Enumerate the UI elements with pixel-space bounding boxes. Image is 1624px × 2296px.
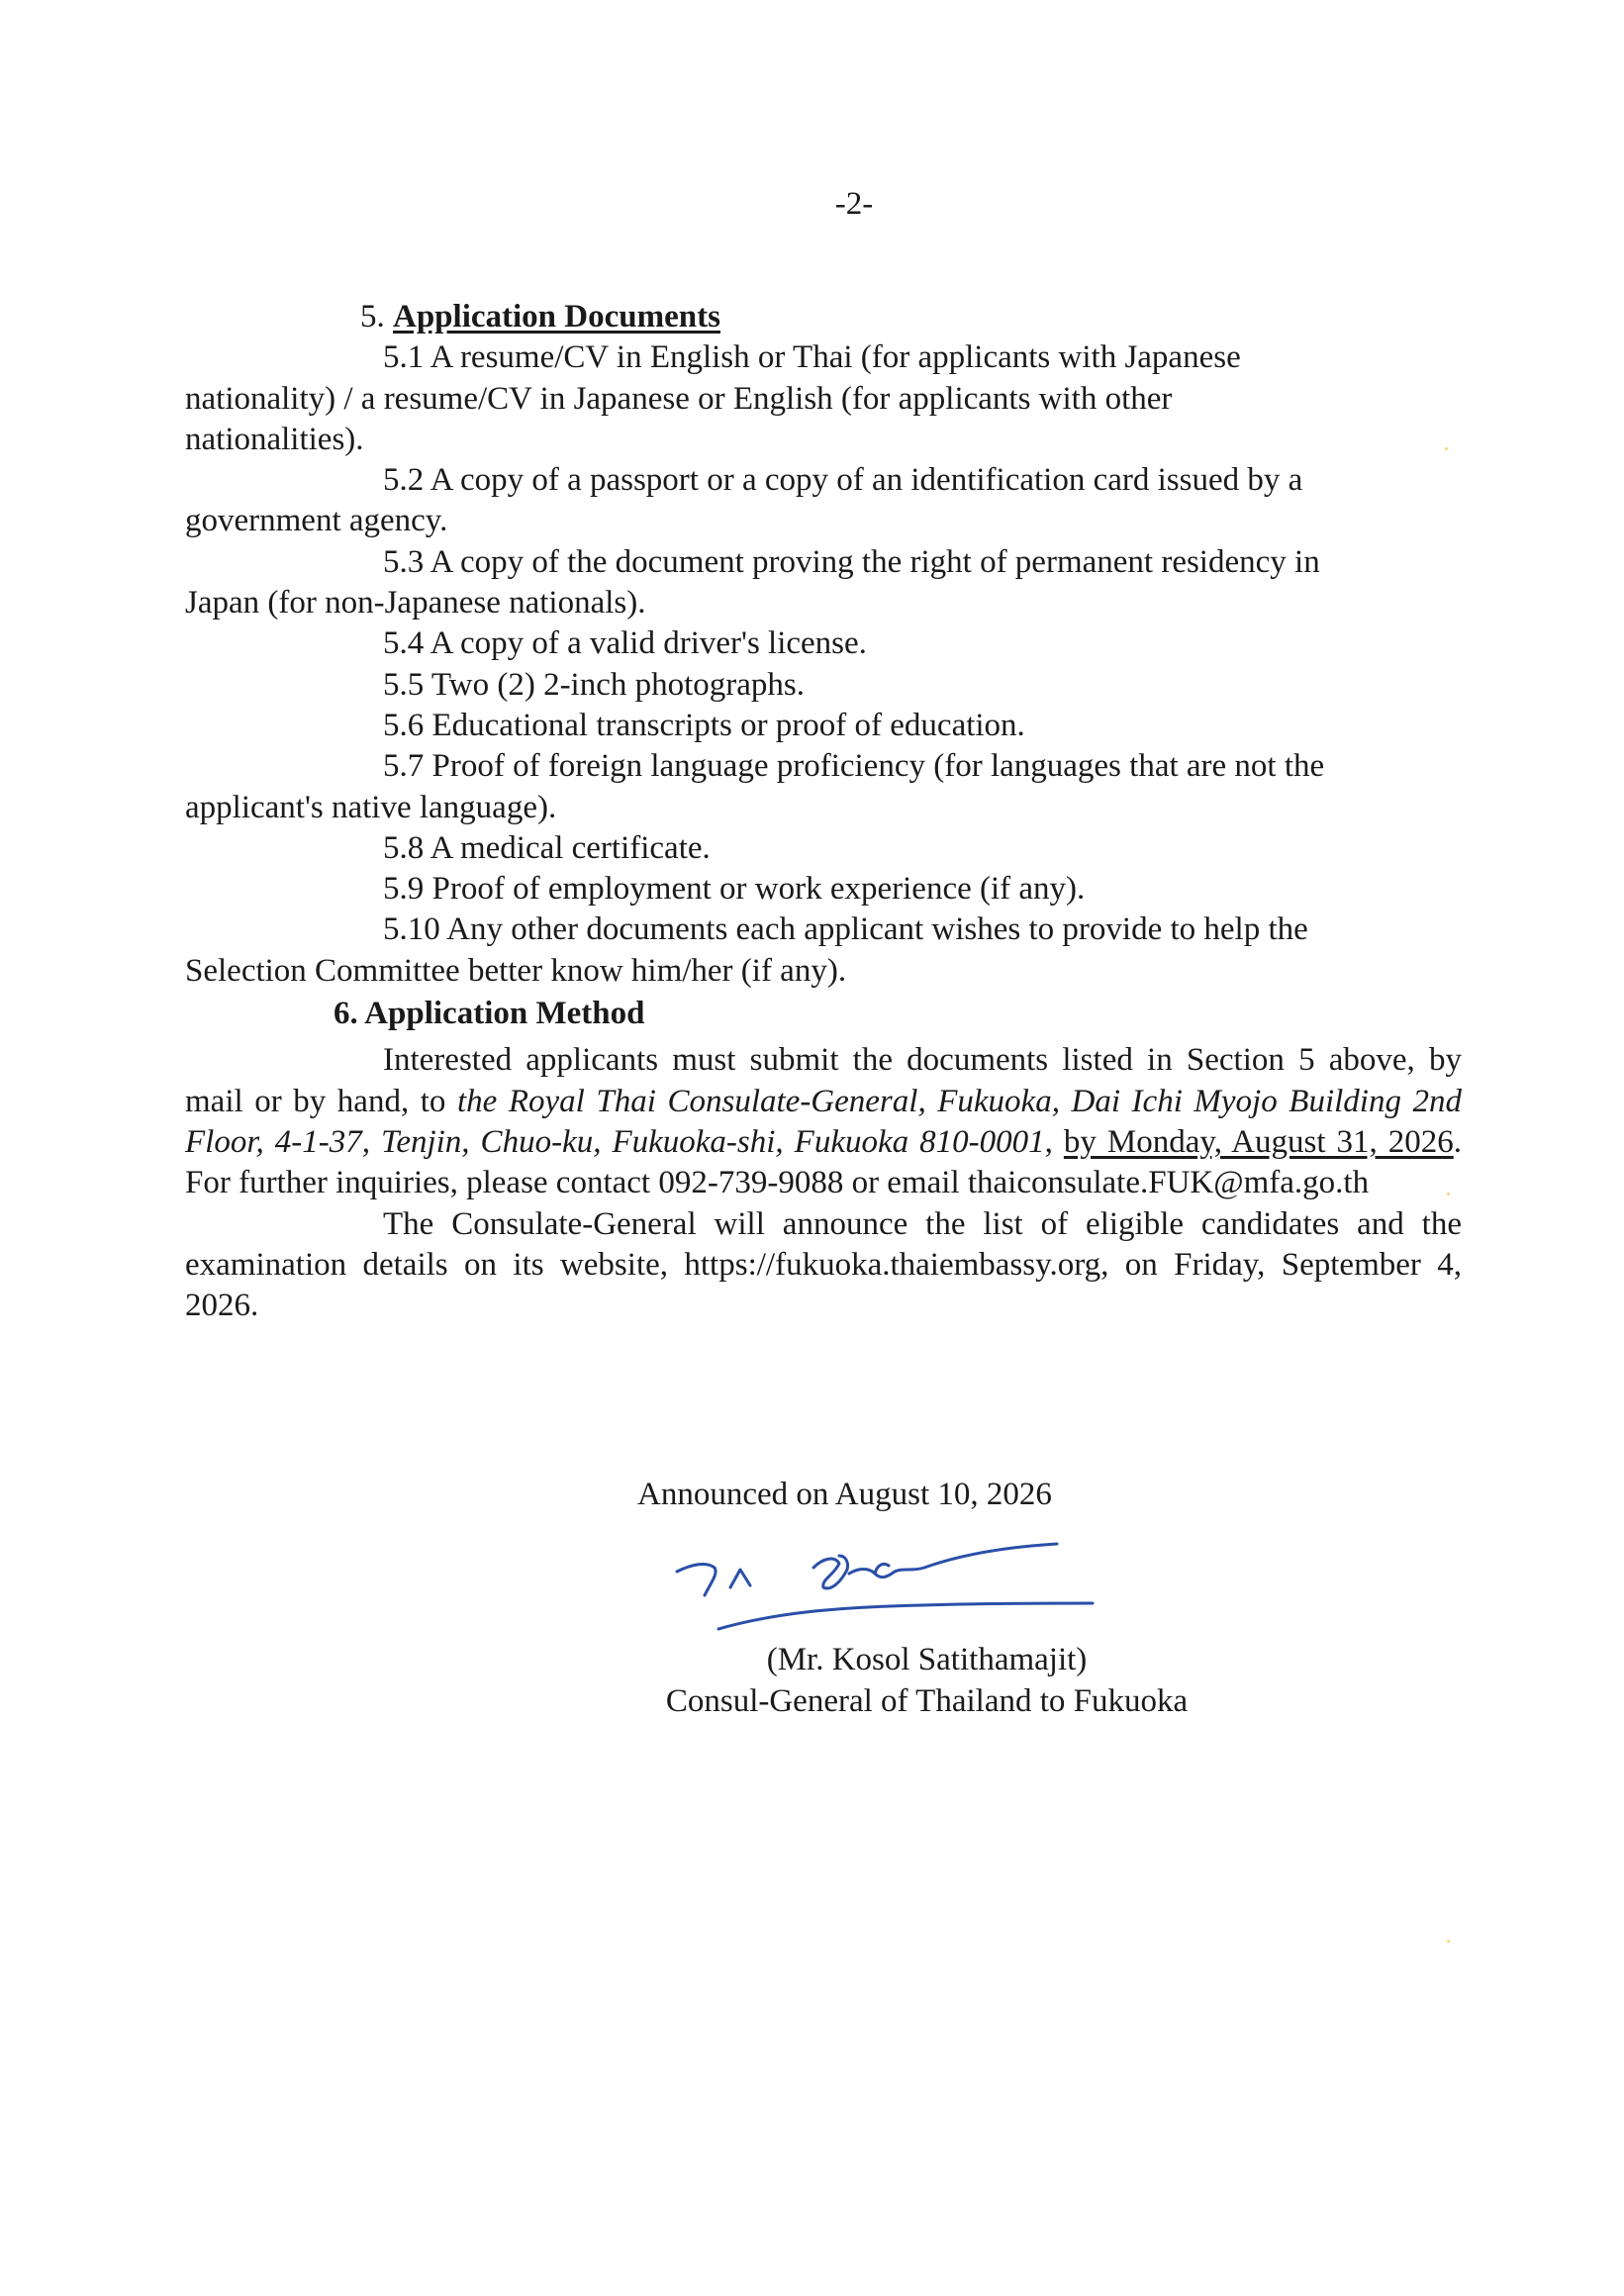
document-list-item xyxy=(185,746,1462,828)
signature-image xyxy=(665,1522,1100,1631)
section-5-number: 5. xyxy=(360,299,385,335)
document-list-item xyxy=(185,337,1462,460)
scan-speck xyxy=(1447,1940,1450,1943)
document-list-item xyxy=(185,623,1462,664)
list-item-continuation-line: applicant's native language). xyxy=(185,789,557,825)
list-item-first-line: 5.9 Proof of employment or work experience (if any). xyxy=(383,871,1086,908)
announcement-date: Announced on August 10, 2026 xyxy=(637,1477,1052,1512)
announcement-paragraph: The Consulate-General will announce the list of eligible candidates and the examination details on its website, https://fukuoka.thaiembassy.org, on Friday, September 4, 2026. xyxy=(185,1205,1462,1324)
document-body xyxy=(185,297,1462,1326)
list-item-first-line: 5.10 Any other documents each applicant wishes to provide to help the xyxy=(383,911,1308,948)
method-lead-text: Interested applicants must submit the documents listed in Section 5 above, by mail or by hand, to xyxy=(185,1042,1462,1119)
list-item-continuation-line: government agency. xyxy=(185,503,448,539)
list-item-first-line: 5.8 A medical certificate. xyxy=(383,829,711,866)
document-list-item xyxy=(185,460,1462,542)
scan-speck xyxy=(1447,1193,1450,1196)
section-5-heading xyxy=(185,297,1462,337)
document-list-item xyxy=(185,542,1462,624)
list-item-first-line: 5.4 A copy of a valid driver's license. xyxy=(383,625,867,662)
document-list-item xyxy=(185,828,1462,869)
consulate-address: the Royal Thai Consulate-General, Fukuoka, Dai Ichi Myojo Building 2nd Floor, 4-1-37, Tenjin, Chuo-ku, Fukuoka-shi, Fukuoka 810-0001 xyxy=(185,1083,1462,1160)
list-item-first-line: 5.3 A copy of the document proving the right of permanent residency in xyxy=(383,543,1320,580)
scan-speck xyxy=(1445,447,1448,450)
list-item-first-line: 5.6 Educational transcripts or proof of education. xyxy=(383,707,1025,743)
signatory-name: (Mr. Kosol Satithamajit) xyxy=(766,1642,1088,1677)
list-item-first-line: 5.1 A resume/CV in English or Thai (for applicants with Japanese xyxy=(383,339,1241,376)
list-item-first-line: 5.7 Proof of foreign language proficiency (for languages that are not the xyxy=(383,748,1325,785)
method-comma: , xyxy=(1044,1123,1064,1160)
list-item-first-line: 5.5 Two (2) 2-inch photographs. xyxy=(383,666,806,703)
list-item-continuation-line: Selection Committee better know him/her (if any). xyxy=(185,952,847,989)
page-number: -2- xyxy=(834,186,874,222)
document-list-item xyxy=(185,869,1462,909)
contact-info-text: . For further inquiries, please contact 092-739-9088 or email thaiconsulate.FUK@mfa.go.th xyxy=(185,1123,1463,1201)
list-item-continuation-line: Japan (for non-Japanese nationals). xyxy=(185,585,646,622)
list-item-first-line: 5.2 A copy of a passport or a copy of an identification card issued by a xyxy=(383,462,1303,499)
list-item-continuation-line: nationality) / a resume/CV in Japanese or English (for applicants with other xyxy=(185,380,1173,417)
document-list-item xyxy=(185,665,1462,706)
submission-deadline: by Monday, August 31, 2026 xyxy=(1063,1123,1454,1160)
signatory-block xyxy=(0,1639,1624,1722)
signatory-title: Consul-General of Thailand to Fukuoka xyxy=(665,1683,1189,1719)
document-list-item xyxy=(185,909,1462,992)
document-list xyxy=(185,337,1462,992)
document-list-item xyxy=(185,706,1462,746)
list-item-continuation-line: nationalities). xyxy=(185,421,364,457)
application-method-paragraph xyxy=(185,1040,1462,1203)
section-5-title: Application Documents xyxy=(393,299,720,335)
section-6-heading: 6. Application Method xyxy=(334,996,645,1032)
